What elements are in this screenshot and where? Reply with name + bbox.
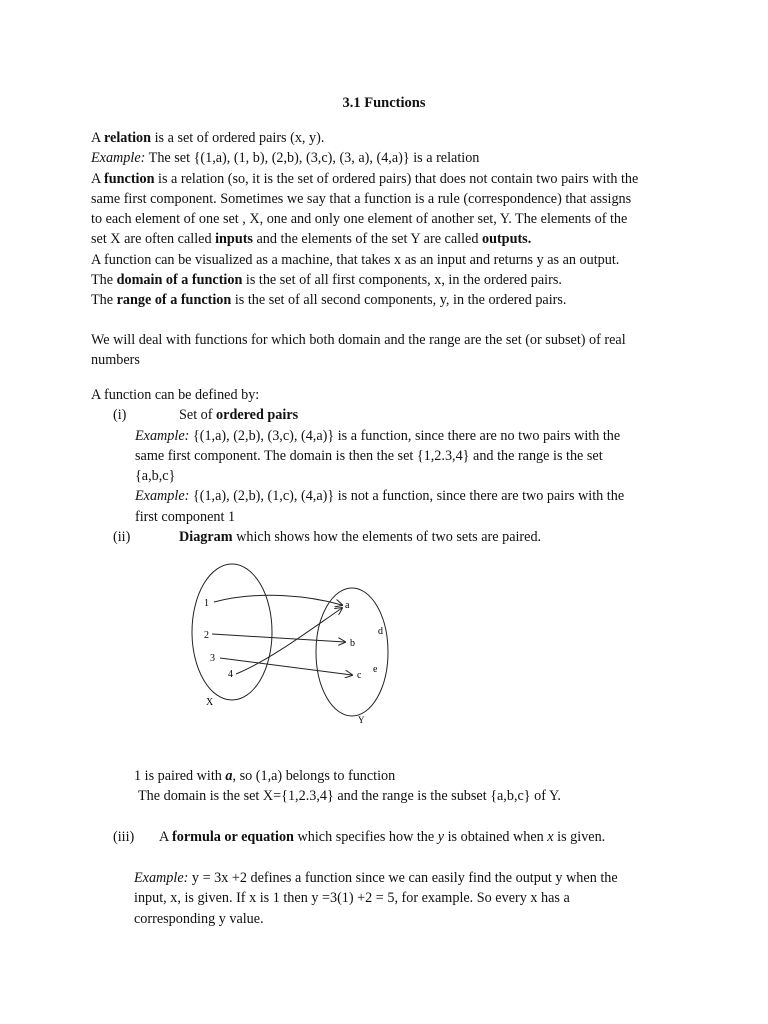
example-label: Example: <box>91 150 146 167</box>
y-element-d: d <box>378 626 383 637</box>
ordered-pairs-term: ordered pairs <box>216 407 299 424</box>
domain-set-line: The domain is the set X={1,2.3,4} and the range is the subset {a,b,c} of Y. <box>138 788 561 805</box>
diagram-term: Diagram <box>179 529 233 546</box>
item-number: (iii) <box>113 829 135 845</box>
real-numbers-paragraph <box>91 330 681 371</box>
arrow-1-to-a <box>214 595 342 605</box>
item-formula: (iii) A formula or equation which specifies how the y is obtained when x is given. <box>113 827 703 847</box>
function-definition-line-3: to each element of one set , X, one and only one element of another set, Y. The elements of the <box>91 211 628 228</box>
function-definition-line-1: A function is a relation (so, it is the set of ordered pairs) that does not contain two pairs with the <box>91 170 639 187</box>
x-element-4: 4 <box>228 669 233 680</box>
set-y-ellipse <box>316 588 388 716</box>
x-element-2: 2 <box>204 630 209 641</box>
arrow-2-to-b <box>212 634 345 642</box>
y-element-b: b <box>350 638 355 649</box>
real-numbers-line-2: numbers <box>91 352 140 369</box>
inputs-term: inputs <box>215 231 253 248</box>
paired-line: 1 is paired with a, so (1,a) belongs to function <box>134 768 396 784</box>
domain-term: domain of a function <box>116 272 243 289</box>
range-term: range of a function <box>116 292 232 309</box>
y-element-a: a <box>345 600 350 611</box>
domain-definition: The domain of a function is the set of all first components, x, in the ordered pairs. <box>91 272 562 289</box>
ordered-pairs-examples: Example: {(1,a), (2,b), (3,c), (4,a)} is a function, since there are no two pairs with the same first component. The domain is then the set {1,2.3,4} and the range is the set {a,b,c} Example: {(1,a), (2,b), (1,c), (4,a)} is not a function, since there are two pairs with the first component 1 <box>135 427 625 525</box>
set-y-label: Y <box>358 715 365 725</box>
item-number: (ii) <box>113 529 131 546</box>
range-definition: The range of a function is the set of all second components, y, in the ordered pairs. <box>91 292 567 309</box>
mapping-diagram <box>190 560 420 735</box>
set-x-label: X <box>206 697 214 708</box>
function-definition-line-2: same first component. Sometimes we say that a function is a rule (correspondence) that assigns <box>91 190 632 207</box>
y-element-e: e <box>373 664 378 675</box>
real-numbers-line-1: We will deal with functions for which both domain and the range are the set (or subset) of real <box>91 332 626 348</box>
item-number: (i) <box>113 407 127 424</box>
defined-by-section <box>91 385 681 547</box>
machine-line: A function can be visualized as a machine, that takes x as an input and returns y as an output. <box>91 251 620 268</box>
definitions-block <box>91 128 681 311</box>
function-definition-line-4: set X are often called inputs and the elements of the set Y are called outputs. <box>91 231 532 248</box>
relation-definition: A relation is a set of ordered pairs (x, y). <box>91 130 325 146</box>
relation-example: Example: The set {(1,a), (1, b), (2,b), (3,c), (3, a), (4,a)} is a relation <box>91 150 480 167</box>
y-element-c: c <box>357 670 362 681</box>
section-title: 3.1 Functions <box>342 95 426 111</box>
x-element-1: 1 <box>204 598 209 609</box>
example-label: Example: <box>134 870 189 886</box>
formula-term: formula or equation <box>172 829 294 845</box>
example-label: Example: <box>135 427 190 444</box>
outputs-term: outputs. <box>481 231 532 248</box>
relation-term: relation <box>104 130 152 146</box>
item-diagram: (ii) Diagram which shows how the elements of two sets are paired. <box>91 527 681 547</box>
example-label: Example: <box>135 488 190 505</box>
item-ordered-pairs: (i) Set of ordered pairs <box>91 405 681 425</box>
formula-example: Example: y = 3x +2 defines a function since we can easily find the output y when the input, x, is given. If x is 1 then y =3(1) +2 = 5, for example. So every x has a corresponding y value. <box>134 870 618 927</box>
x-element-3: 3 <box>210 653 215 664</box>
diagram-explanation <box>134 766 724 807</box>
defined-by-heading: A function can be defined by: <box>91 387 260 403</box>
function-term: function <box>104 170 155 187</box>
